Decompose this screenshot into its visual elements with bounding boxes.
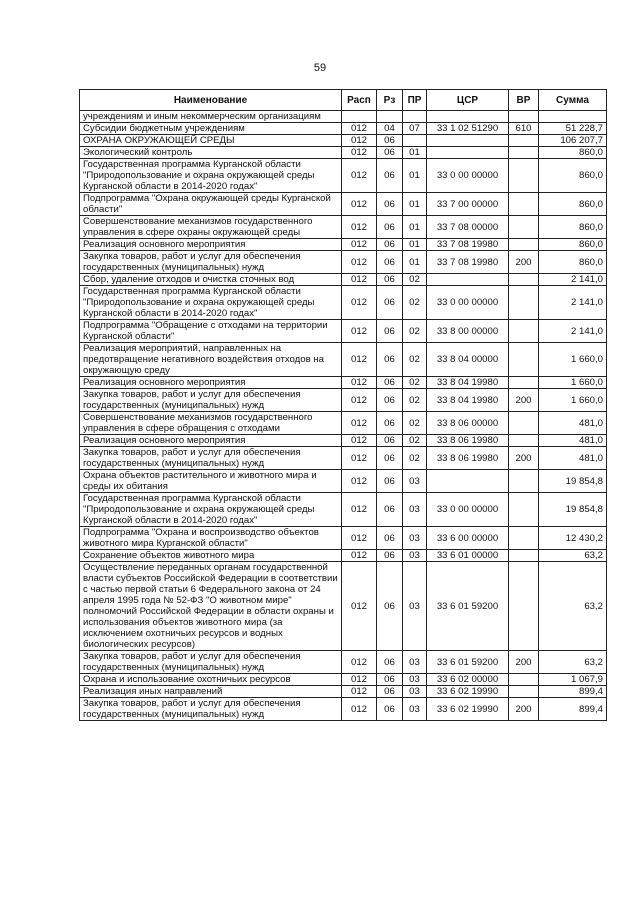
cell-pr bbox=[403, 135, 427, 147]
table-row bbox=[80, 493, 607, 527]
table-row bbox=[80, 674, 607, 686]
cell-name: Закупка товаров, работ и услуг для обеспечения государственных (муниципальных) нужд bbox=[80, 389, 342, 412]
cell-csr: 33 6 01 59200 bbox=[427, 562, 509, 651]
cell-csr: 33 7 08 00000 bbox=[427, 216, 509, 239]
cell-name: Государственная программа Курганской области "Природопользование и охрана окружающей среды Курганской области в 2014-2020 годах" bbox=[80, 286, 342, 320]
cell-sum: 1 660,0 bbox=[539, 377, 607, 389]
table-row bbox=[80, 286, 607, 320]
cell-rz: 06 bbox=[377, 147, 403, 159]
cell-sum: 1 660,0 bbox=[539, 343, 607, 377]
cell-sum: 2 141,0 bbox=[539, 320, 607, 343]
cell-pr: 02 bbox=[403, 377, 427, 389]
cell-rz: 06 bbox=[377, 274, 403, 286]
cell-csr: 33 8 04 00000 bbox=[427, 343, 509, 377]
cell-vr bbox=[509, 686, 539, 698]
table-row bbox=[80, 111, 607, 123]
cell-rz: 06 bbox=[377, 286, 403, 320]
cell-rasp: 012 bbox=[342, 550, 377, 562]
cell-vr: 200 bbox=[509, 447, 539, 470]
cell-rasp: 012 bbox=[342, 251, 377, 274]
cell-name: Реализация мероприятий, направленных на предотвращение негативного воздействия отходов на окружающую среду bbox=[80, 343, 342, 377]
cell-rz: 06 bbox=[377, 550, 403, 562]
cell-sum: 481,0 bbox=[539, 447, 607, 470]
cell-sum: 481,0 bbox=[539, 412, 607, 435]
cell-csr: 33 6 00 00000 bbox=[427, 527, 509, 550]
cell-rasp: 012 bbox=[342, 698, 377, 721]
table-row bbox=[80, 550, 607, 562]
cell-rasp: 012 bbox=[342, 193, 377, 216]
cell-csr: 33 8 00 00000 bbox=[427, 320, 509, 343]
cell-name: Сохранение объектов животного мира bbox=[80, 550, 342, 562]
cell-csr: 33 6 02 19990 bbox=[427, 698, 509, 721]
cell-csr: 33 0 00 00000 bbox=[427, 286, 509, 320]
header-rz: Рз bbox=[377, 90, 403, 111]
cell-vr bbox=[509, 147, 539, 159]
cell-rz: 06 bbox=[377, 412, 403, 435]
cell-pr: 03 bbox=[403, 562, 427, 651]
header-rasp: Расп bbox=[342, 90, 377, 111]
cell-csr: 33 0 00 00000 bbox=[427, 159, 509, 193]
cell-vr bbox=[509, 412, 539, 435]
cell-csr: 33 1 02 51290 bbox=[427, 123, 509, 135]
header-sum: Сумма bbox=[539, 90, 607, 111]
cell-name: Сбор, удаление отходов и очистка сточных вод bbox=[80, 274, 342, 286]
table-row bbox=[80, 216, 607, 239]
table-row bbox=[80, 377, 607, 389]
cell-vr: 200 bbox=[509, 389, 539, 412]
cell-sum: 860,0 bbox=[539, 251, 607, 274]
cell-sum: 63,2 bbox=[539, 651, 607, 674]
cell-name: Закупка товаров, работ и услуг для обеспечения государственных (муниципальных) нужд bbox=[80, 251, 342, 274]
cell-pr: 03 bbox=[403, 470, 427, 493]
cell-csr: 33 7 08 19980 bbox=[427, 251, 509, 274]
cell-rasp: 012 bbox=[342, 343, 377, 377]
cell-pr: 02 bbox=[403, 389, 427, 412]
cell-csr bbox=[427, 135, 509, 147]
cell-csr: 33 6 02 00000 bbox=[427, 674, 509, 686]
cell-rasp: 012 bbox=[342, 470, 377, 493]
cell-vr: 200 bbox=[509, 698, 539, 721]
table-row bbox=[80, 527, 607, 550]
cell-name: Закупка товаров, работ и услуг для обеспечения государственных (муниципальных) нужд bbox=[80, 698, 342, 721]
cell-rz bbox=[377, 111, 403, 123]
cell-name: Экологический контроль bbox=[80, 147, 342, 159]
cell-csr: 33 7 00 00000 bbox=[427, 193, 509, 216]
cell-sum: 2 141,0 bbox=[539, 274, 607, 286]
table-row bbox=[80, 123, 607, 135]
cell-sum: 51 228,7 bbox=[539, 123, 607, 135]
cell-vr bbox=[509, 193, 539, 216]
table-row bbox=[80, 251, 607, 274]
cell-rz: 06 bbox=[377, 435, 403, 447]
cell-rasp: 012 bbox=[342, 274, 377, 286]
cell-rasp bbox=[342, 111, 377, 123]
table-row bbox=[80, 389, 607, 412]
cell-sum bbox=[539, 111, 607, 123]
cell-vr bbox=[509, 111, 539, 123]
cell-sum: 106 207,7 bbox=[539, 135, 607, 147]
cell-rasp: 012 bbox=[342, 377, 377, 389]
cell-pr: 03 bbox=[403, 686, 427, 698]
cell-pr: 01 bbox=[403, 159, 427, 193]
cell-pr: 03 bbox=[403, 550, 427, 562]
cell-pr: 02 bbox=[403, 286, 427, 320]
cell-pr: 02 bbox=[403, 320, 427, 343]
cell-rasp: 012 bbox=[342, 674, 377, 686]
cell-sum: 19 854,8 bbox=[539, 493, 607, 527]
table-row bbox=[80, 147, 607, 159]
cell-name: Закупка товаров, работ и услуг для обеспечения государственных (муниципальных) нужд bbox=[80, 651, 342, 674]
cell-rasp: 012 bbox=[342, 320, 377, 343]
table-row bbox=[80, 562, 607, 651]
cell-vr bbox=[509, 377, 539, 389]
cell-pr: 03 bbox=[403, 493, 427, 527]
cell-name: Реализация иных направлений bbox=[80, 686, 342, 698]
cell-csr: 33 8 06 00000 bbox=[427, 412, 509, 435]
cell-rasp: 012 bbox=[342, 389, 377, 412]
cell-rz: 06 bbox=[377, 251, 403, 274]
cell-rasp: 012 bbox=[342, 686, 377, 698]
cell-vr bbox=[509, 159, 539, 193]
cell-vr: 200 bbox=[509, 651, 539, 674]
cell-name: Совершенствование механизмов государственного управления в сфере обращения с отходами bbox=[80, 412, 342, 435]
cell-vr bbox=[509, 493, 539, 527]
cell-vr bbox=[509, 274, 539, 286]
cell-name: Реализация основного мероприятия bbox=[80, 239, 342, 251]
cell-pr bbox=[403, 111, 427, 123]
cell-name: Реализация основного мероприятия bbox=[80, 435, 342, 447]
cell-pr: 02 bbox=[403, 447, 427, 470]
cell-sum: 63,2 bbox=[539, 562, 607, 651]
cell-csr: 33 8 04 19980 bbox=[427, 389, 509, 412]
table-header-row bbox=[80, 90, 607, 111]
cell-name: Подпрограмма "Обращение с отходами на территории Курганской области" bbox=[80, 320, 342, 343]
cell-rz: 06 bbox=[377, 135, 403, 147]
cell-rz: 06 bbox=[377, 239, 403, 251]
cell-name: Подпрограмма "Охрана окружающей среды Курганской области" bbox=[80, 193, 342, 216]
cell-rz: 06 bbox=[377, 343, 403, 377]
cell-name: Подпрограмма "Охрана и воспроизводство объектов животного мира Курганской области" bbox=[80, 527, 342, 550]
cell-pr: 01 bbox=[403, 193, 427, 216]
cell-rz: 06 bbox=[377, 389, 403, 412]
cell-sum: 860,0 bbox=[539, 193, 607, 216]
cell-name: учреждениям и иным некоммерческим организациям bbox=[80, 111, 342, 123]
cell-csr: 33 7 08 19980 bbox=[427, 239, 509, 251]
cell-csr: 33 0 00 00000 bbox=[427, 493, 509, 527]
cell-vr bbox=[509, 470, 539, 493]
cell-rz: 04 bbox=[377, 123, 403, 135]
cell-pr: 01 bbox=[403, 251, 427, 274]
cell-vr bbox=[509, 135, 539, 147]
cell-sum: 2 141,0 bbox=[539, 286, 607, 320]
cell-csr: 33 8 06 19980 bbox=[427, 435, 509, 447]
cell-vr bbox=[509, 343, 539, 377]
cell-sum: 19 854,8 bbox=[539, 470, 607, 493]
cell-pr: 02 bbox=[403, 274, 427, 286]
cell-rz: 06 bbox=[377, 320, 403, 343]
table-body bbox=[80, 111, 607, 721]
cell-vr bbox=[509, 239, 539, 251]
cell-name: Государственная программа Курганской области "Природопользование и охрана окружающей среды Курганской области в 2014-2020 годах" bbox=[80, 493, 342, 527]
cell-vr bbox=[509, 550, 539, 562]
cell-rz: 06 bbox=[377, 698, 403, 721]
cell-sum: 481,0 bbox=[539, 435, 607, 447]
table-row bbox=[80, 686, 607, 698]
cell-name: Закупка товаров, работ и услуг для обеспечения государственных (муниципальных) нужд bbox=[80, 447, 342, 470]
cell-csr bbox=[427, 274, 509, 286]
cell-pr: 03 bbox=[403, 527, 427, 550]
cell-vr bbox=[509, 216, 539, 239]
table-row bbox=[80, 159, 607, 193]
table-row bbox=[80, 239, 607, 251]
cell-csr bbox=[427, 111, 509, 123]
cell-rasp: 012 bbox=[342, 135, 377, 147]
cell-name: Субсидии бюджетным учреждениям bbox=[80, 123, 342, 135]
header-vr: ВР bbox=[509, 90, 539, 111]
table-row bbox=[80, 274, 607, 286]
cell-sum: 1 067,9 bbox=[539, 674, 607, 686]
table-row bbox=[80, 320, 607, 343]
cell-rasp: 012 bbox=[342, 527, 377, 550]
table-row bbox=[80, 135, 607, 147]
cell-sum: 860,0 bbox=[539, 159, 607, 193]
cell-vr bbox=[509, 527, 539, 550]
cell-rz: 06 bbox=[377, 216, 403, 239]
cell-rz: 06 bbox=[377, 562, 403, 651]
cell-rz: 06 bbox=[377, 686, 403, 698]
header-pr: ПР bbox=[403, 90, 427, 111]
cell-rz: 06 bbox=[377, 159, 403, 193]
cell-pr: 07 bbox=[403, 123, 427, 135]
cell-csr: 33 6 01 59200 bbox=[427, 651, 509, 674]
cell-csr: 33 6 02 19990 bbox=[427, 686, 509, 698]
cell-rasp: 012 bbox=[342, 123, 377, 135]
cell-rasp: 012 bbox=[342, 447, 377, 470]
cell-name: Охрана и использование охотничьих ресурсов bbox=[80, 674, 342, 686]
cell-pr: 03 bbox=[403, 698, 427, 721]
header-csr: ЦСР bbox=[427, 90, 509, 111]
cell-pr: 02 bbox=[403, 435, 427, 447]
cell-vr bbox=[509, 286, 539, 320]
cell-rz: 06 bbox=[377, 674, 403, 686]
cell-rz: 06 bbox=[377, 470, 403, 493]
cell-rz: 06 bbox=[377, 493, 403, 527]
cell-pr: 01 bbox=[403, 147, 427, 159]
cell-csr bbox=[427, 470, 509, 493]
cell-rz: 06 bbox=[377, 377, 403, 389]
cell-rasp: 012 bbox=[342, 651, 377, 674]
cell-sum: 1 660,0 bbox=[539, 389, 607, 412]
cell-rasp: 012 bbox=[342, 412, 377, 435]
cell-vr: 610 bbox=[509, 123, 539, 135]
cell-pr: 03 bbox=[403, 674, 427, 686]
cell-vr bbox=[509, 320, 539, 343]
cell-sum: 63,2 bbox=[539, 550, 607, 562]
cell-sum: 12 430,2 bbox=[539, 527, 607, 550]
cell-csr bbox=[427, 147, 509, 159]
cell-csr: 33 8 04 19980 bbox=[427, 377, 509, 389]
budget-table bbox=[79, 89, 607, 721]
cell-name: Осуществление переданных органам государственной власти субъектов Российской Федерации в соответствии с частью первой статьи 6 Федерального закона от 24 апреля 1995 года № 52-ФЗ "О животном мире" полномочий Российской Федерации в области охраны и использования объектов животного мира (за исключением охотничьих ресурсов и водных биологических ресурсов) bbox=[80, 562, 342, 651]
cell-vr bbox=[509, 562, 539, 651]
header-name: Наименование bbox=[80, 90, 342, 111]
cell-vr bbox=[509, 674, 539, 686]
table-row bbox=[80, 412, 607, 435]
cell-rz: 06 bbox=[377, 447, 403, 470]
cell-rasp: 012 bbox=[342, 435, 377, 447]
table-row bbox=[80, 447, 607, 470]
cell-vr: 200 bbox=[509, 251, 539, 274]
table-row bbox=[80, 435, 607, 447]
cell-rz: 06 bbox=[377, 651, 403, 674]
cell-name: ОХРАНА ОКРУЖАЮЩЕЙ СРЕДЫ bbox=[80, 135, 342, 147]
cell-rz: 06 bbox=[377, 527, 403, 550]
cell-rasp: 012 bbox=[342, 159, 377, 193]
table-row bbox=[80, 470, 607, 493]
cell-name: Охрана объектов растительного и животного мира и среды их обитания bbox=[80, 470, 342, 493]
cell-pr: 01 bbox=[403, 239, 427, 251]
table-row bbox=[80, 698, 607, 721]
cell-csr: 33 6 01 00000 bbox=[427, 550, 509, 562]
table-row bbox=[80, 193, 607, 216]
cell-name: Государственная программа Курганской области "Природопользование и охрана окружающей среды Курганской области в 2014-2020 годах" bbox=[80, 159, 342, 193]
cell-pr: 02 bbox=[403, 343, 427, 377]
cell-rz: 06 bbox=[377, 193, 403, 216]
cell-csr: 33 8 06 19980 bbox=[427, 447, 509, 470]
table-row bbox=[80, 651, 607, 674]
table-row bbox=[80, 343, 607, 377]
page-number: 59 bbox=[313, 62, 327, 74]
cell-pr: 01 bbox=[403, 216, 427, 239]
cell-sum: 860,0 bbox=[539, 147, 607, 159]
cell-vr bbox=[509, 435, 539, 447]
cell-rasp: 012 bbox=[342, 147, 377, 159]
cell-rasp: 012 bbox=[342, 239, 377, 251]
cell-pr: 02 bbox=[403, 412, 427, 435]
cell-sum: 899,4 bbox=[539, 686, 607, 698]
cell-sum: 860,0 bbox=[539, 239, 607, 251]
cell-name: Совершенствование механизмов государственного управления в сфере охраны окружающей среды bbox=[80, 216, 342, 239]
cell-name: Реализация основного мероприятия bbox=[80, 377, 342, 389]
cell-sum: 899,4 bbox=[539, 698, 607, 721]
cell-rasp: 012 bbox=[342, 562, 377, 651]
cell-rasp: 012 bbox=[342, 286, 377, 320]
cell-sum: 860,0 bbox=[539, 216, 607, 239]
cell-rasp: 012 bbox=[342, 493, 377, 527]
cell-pr: 03 bbox=[403, 651, 427, 674]
cell-rasp: 012 bbox=[342, 216, 377, 239]
